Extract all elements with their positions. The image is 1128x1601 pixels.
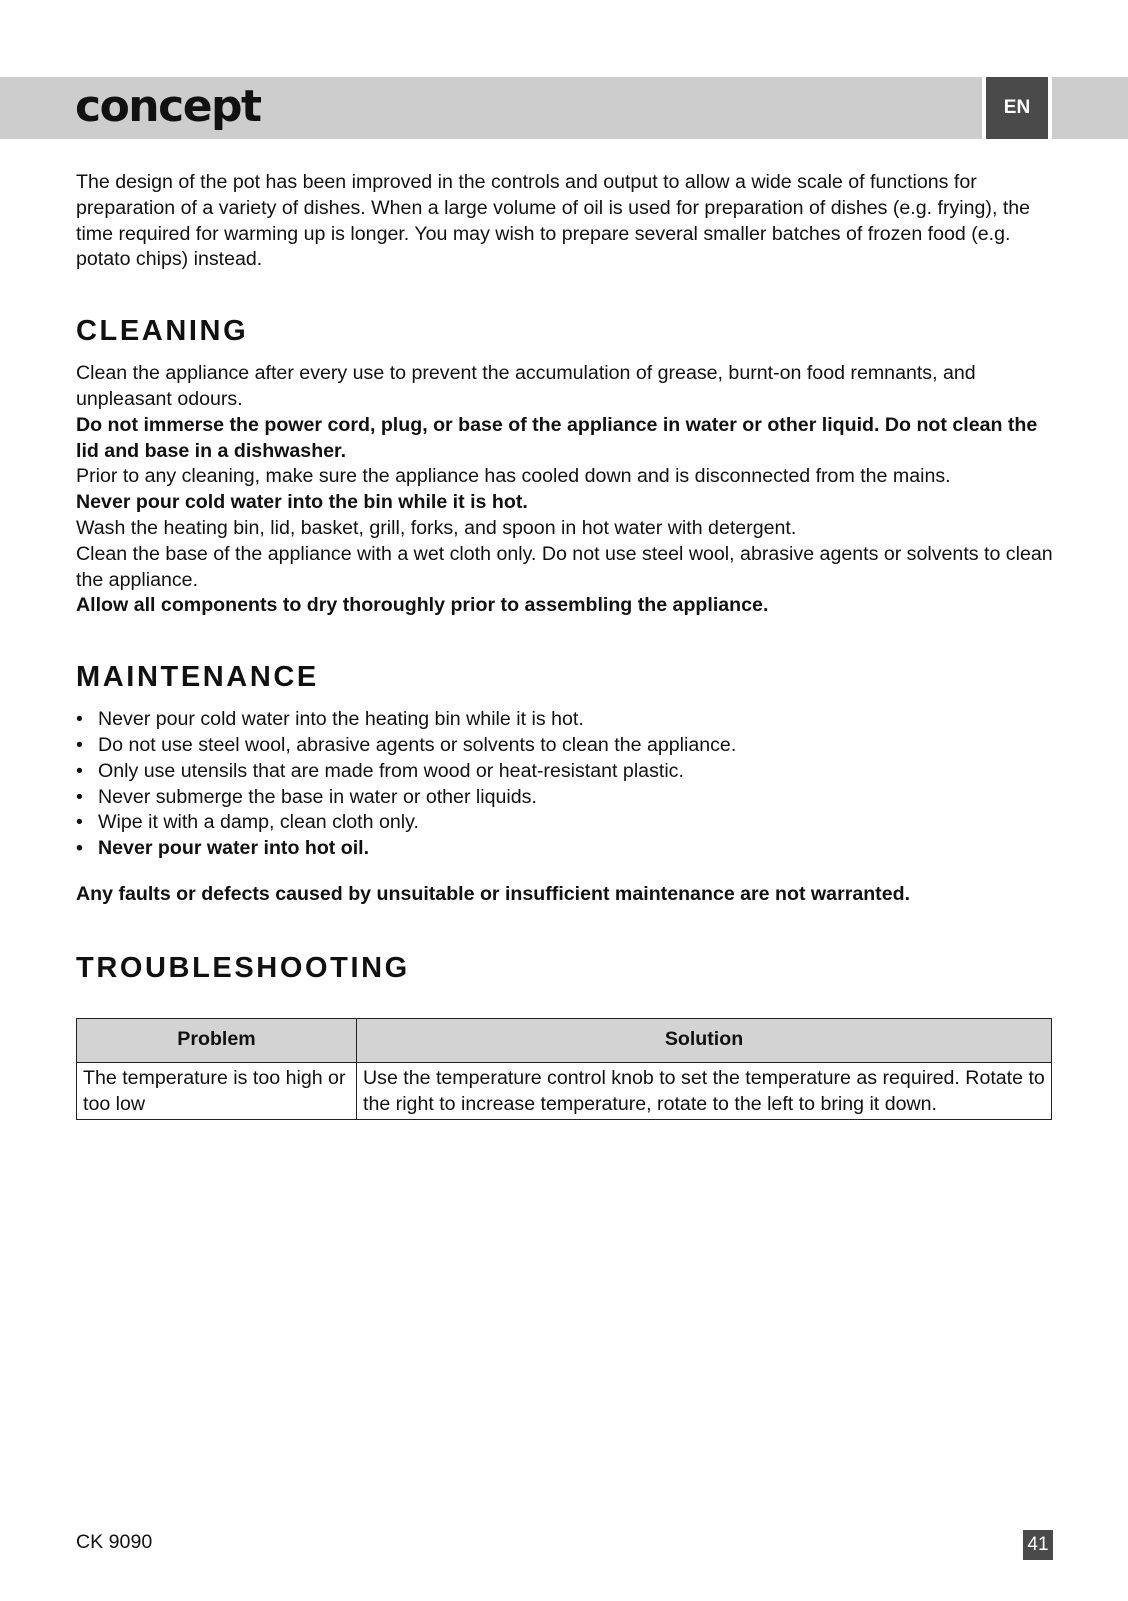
cleaning-paragraph: Allow all components to dry thoroughly prior to assembling the appliance. <box>76 594 769 617</box>
bullet-icon: • <box>76 785 83 808</box>
list-item <box>76 836 1061 862</box>
bullet-icon: • <box>76 708 83 731</box>
problem-cell: The temperature is too high or too low <box>77 1062 357 1120</box>
concept-logo: concept <box>75 81 261 132</box>
warranty-note: Any faults or defects caused by unsuitable or insufficient maintenance are not warranted. <box>76 882 911 905</box>
list-item-text: Only use utensils that are made from wood or heat-resistant plastic. <box>98 759 684 782</box>
list-item <box>76 733 1061 759</box>
cleaning-heading: CLEANING <box>76 315 249 348</box>
list-item <box>76 707 1061 733</box>
list-item-text: Never pour cold water into the heating bin while it is hot. <box>98 708 584 731</box>
bullet-icon: • <box>76 733 83 756</box>
troubleshooting-heading: TROUBLESHOOTING <box>76 951 410 984</box>
cleaning-paragraph: Prior to any cleaning, make sure the appliance has cooled down and is disconnected from the mains. <box>76 465 951 488</box>
cleaning-paragraph: Wash the heating bin, lid, basket, grill, forks, and spoon in hot water with detergent. <box>76 516 797 539</box>
solution-cell: Use the temperature control knob to set the temperature as required. Rotate to the right to increase temperature, rotate to the left to bring it down. <box>357 1062 1052 1120</box>
column-header-problem: Problem <box>77 1018 357 1062</box>
table-row <box>77 1062 1052 1120</box>
intro-paragraph: The design of the pot has been improved in the controls and output to allow a wide scale of functions for preparation of a variety of dishes. When a large volume of oil is used for preparation of dishes (e.g. frying), the time required for warming up is longer. You may wish to prepare several smaller batches of frozen food (e.g. potato chips) instead. <box>76 171 1031 271</box>
list-item <box>76 810 1061 836</box>
cleaning-paragraph: Clean the base of the appliance with a wet cloth only. Do not use steel wool, abrasive agents or solvents to clean the appliance. <box>76 542 1053 591</box>
maintenance-heading: MAINTENANCE <box>76 661 319 694</box>
list-item <box>76 759 1061 785</box>
page-content <box>76 170 1061 1120</box>
troubleshooting-table <box>76 1018 1052 1121</box>
cleaning-body <box>76 361 1061 619</box>
list-item-text: Do not use steel wool, abrasive agents or solvents to clean the appliance. <box>98 733 737 756</box>
bullet-icon: • <box>76 837 83 860</box>
cleaning-paragraph: Clean the appliance after every use to prevent the accumulation of grease, burnt-on food remnants, and unpleasant odours. <box>76 362 976 410</box>
table-header-row <box>77 1018 1052 1062</box>
header-bar-right <box>1052 77 1128 139</box>
column-header-solution: Solution <box>357 1018 1052 1062</box>
cleaning-paragraph: Do not immerse the power cord, plug, or base of the appliance in water or other liquid. Do not clean the lid and base in a dishwasher. <box>76 413 1038 462</box>
language-badge: EN <box>986 77 1048 139</box>
list-item <box>76 785 1061 811</box>
bullet-icon: • <box>76 759 83 782</box>
cleaning-paragraph: Never pour cold water into the bin while it is hot. <box>76 491 528 514</box>
bullet-icon: • <box>76 811 83 834</box>
page-number: 41 <box>1023 1530 1053 1560</box>
maintenance-list <box>76 707 1061 862</box>
list-item-text: Never submerge the base in water or other liquids. <box>98 785 537 808</box>
list-item-text: Wipe it with a damp, clean cloth only. <box>98 811 419 834</box>
list-item-text: Never pour water into hot oil. <box>98 837 370 860</box>
model-number: CK 9090 <box>76 1531 153 1553</box>
